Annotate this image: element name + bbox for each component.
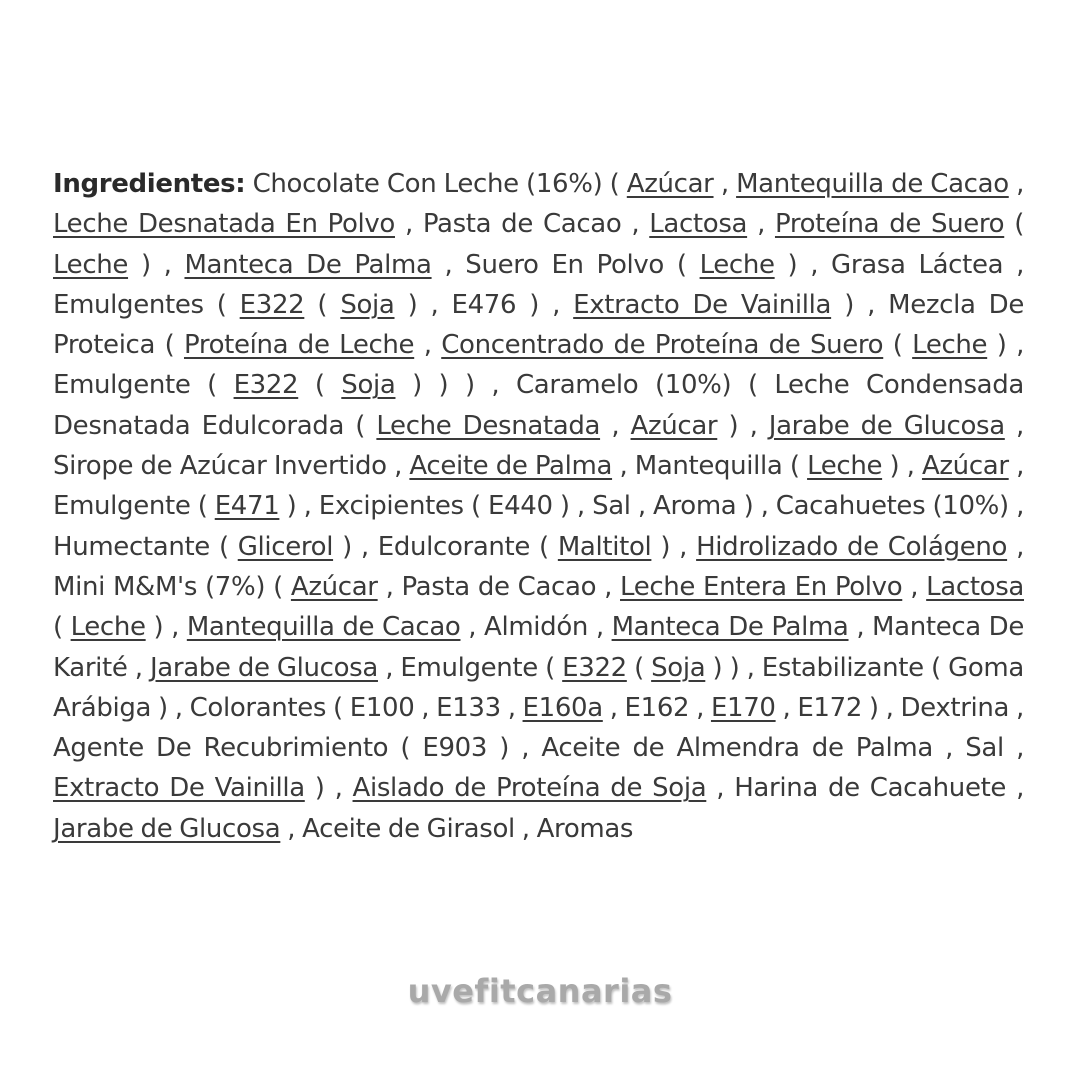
allergen-ingredient: Azúcar (290, 571, 378, 602)
ingredient-text: ) , Mezcla De Proteica ( (53, 289, 1024, 361)
ingredient-text: Chocolate Con Leche (16%) ( (245, 169, 627, 199)
allergen-ingredient: Manteca De Palma (611, 612, 849, 643)
allergen-ingredient: Proteína de Leche (183, 330, 415, 361)
ingredient-text: ( (53, 612, 71, 643)
ingredient-text: ) , (717, 410, 769, 441)
ingredient-text: , (713, 169, 737, 199)
ingredient-text: ( (304, 289, 341, 320)
allergen-ingredient: E160a (522, 692, 603, 723)
ingredient-text: ) , (304, 773, 353, 804)
ingredient-text: , E172 ) , Dextrina , Agente De Recubrimiento ( E903 ) , Aceite de Almendra de Palma , Sal , (53, 692, 1024, 764)
ingredient-text: , (747, 209, 775, 240)
ingredient-text: ( (626, 652, 652, 683)
allergen-ingredient: Aceite de Palma (409, 451, 613, 482)
ingredient-text: ( (1004, 209, 1024, 240)
allergen-ingredient: Jarabe de Glucosa (768, 410, 1005, 441)
ingredient-text: , E162 , (602, 692, 711, 723)
allergen-ingredient: Mantequilla de Cacao (736, 169, 1009, 199)
allergen-ingredient: Leche (912, 330, 988, 361)
allergen-ingredient: Leche (699, 249, 775, 280)
allergen-ingredient: Leche Entera En Polvo (620, 571, 903, 602)
ingredient-text: ( (298, 370, 342, 401)
allergen-ingredient: E322 (233, 370, 299, 401)
allergen-ingredient: Manteca De Palma (184, 249, 432, 280)
ingredient-text: , Suero En Polvo ( (431, 249, 700, 280)
ingredient-text: ) , (128, 249, 185, 280)
ingredient-text: , Emulgente ( (53, 451, 1024, 522)
allergen-ingredient: E170 (710, 692, 776, 723)
ingredient-text: , (902, 571, 927, 602)
allergen-ingredient: Azúcar (626, 169, 714, 199)
allergen-ingredient: Leche (807, 451, 883, 482)
allergen-ingredient: Jarabe de Glucosa (149, 652, 378, 683)
ingredient-text: ) , E476 ) , (394, 289, 574, 320)
allergen-ingredient: Leche Desnatada (376, 410, 601, 441)
ingredient-text: , (1008, 169, 1024, 199)
ingredient-text: , Manteca De Karité , (53, 612, 1024, 683)
ingredient-text: , Harina de Cacahuete , (706, 773, 1025, 804)
ingredient-text: , Emulgente ( (377, 652, 563, 683)
allergen-ingredient: Extracto De Vainilla (53, 773, 305, 804)
ingredient-text: ) , (882, 451, 922, 482)
ingredients-list (53, 169, 1024, 844)
allergen-ingredient: Proteína de Suero (774, 209, 1005, 240)
ingredient-text: , Pasta de Cacao , (377, 571, 621, 602)
allergen-ingredient: Lactosa (926, 571, 1024, 602)
allergen-ingredient: Extracto De Vainilla (573, 289, 832, 320)
ingredients-label: Ingredientes: (53, 169, 246, 199)
ingredient-text: ) ) , Estabilizante ( Goma Arábiga ) , Colorantes ( E100 , E133 , (53, 652, 1024, 723)
allergen-ingredient: Aislado de Proteína de Soja (352, 773, 707, 804)
ingredient-text: , (600, 410, 631, 441)
allergen-ingredient: Azúcar (921, 451, 1009, 482)
allergen-ingredient: E471 (214, 491, 280, 522)
ingredient-text: , Mini M&M's (7%) ( (53, 531, 1025, 602)
ingredient-text: ) , (651, 531, 697, 562)
ingredient-text: , Sirope de Azúcar Invertido , (53, 410, 1024, 482)
ingredient-text: , Almidón , (460, 612, 612, 643)
ingredient-text: , Mantequilla ( (612, 451, 808, 482)
ingredient-text: ( (883, 330, 913, 361)
allergen-ingredient: Leche Desnatada En Polvo (53, 209, 395, 240)
ingredient-text: , Pasta de Cacao , (394, 209, 650, 240)
ingredient-text: ) , Grasa Láctea , Emulgentes ( (53, 249, 1025, 320)
allergen-ingredient: Maltitol (557, 531, 652, 562)
allergen-ingredient: Leche (70, 612, 146, 643)
brand-watermark: uvefitcanarias (407, 972, 673, 1010)
allergen-ingredient: Mantequilla de Cacao (186, 612, 461, 643)
allergen-ingredient: Glicerol (237, 531, 334, 562)
allergen-ingredient: Soja (340, 289, 395, 320)
ingredient-text: ) ) ) , Caramelo (10%) ( Leche Condensada Desnatada Edulcorada ( (53, 370, 1024, 441)
ingredient-text: ) , Edulcorante ( (333, 531, 558, 562)
allergen-ingredient: Leche (53, 249, 129, 280)
ingredient-text: ) , (145, 612, 187, 643)
allergen-ingredient: Lactosa (649, 209, 748, 240)
allergen-ingredient: Azúcar (630, 410, 718, 441)
ingredient-text: ) , Emulgente ( (53, 330, 1024, 401)
ingredient-text: , Aceite de Girasol , Aromas (280, 813, 634, 844)
ingredient-text: ) , Excipientes ( E440 ) , Sal , Aroma ) , Cacahuetes (10%) , Humectante ( (53, 491, 1024, 562)
allergen-ingredient: Hidrolizado de Colágeno (696, 531, 1008, 562)
allergen-ingredient: Soja (651, 652, 706, 683)
allergen-ingredient: E322 (562, 652, 627, 683)
ingredients-text (53, 164, 1024, 849)
ingredient-text: , (414, 330, 442, 361)
allergen-ingredient: E322 (239, 289, 305, 320)
allergen-ingredient: Concentrado de Proteína de Suero (441, 330, 884, 361)
allergen-ingredient: Soja (341, 370, 396, 401)
allergen-ingredient: Jarabe de Glucosa (53, 813, 281, 844)
